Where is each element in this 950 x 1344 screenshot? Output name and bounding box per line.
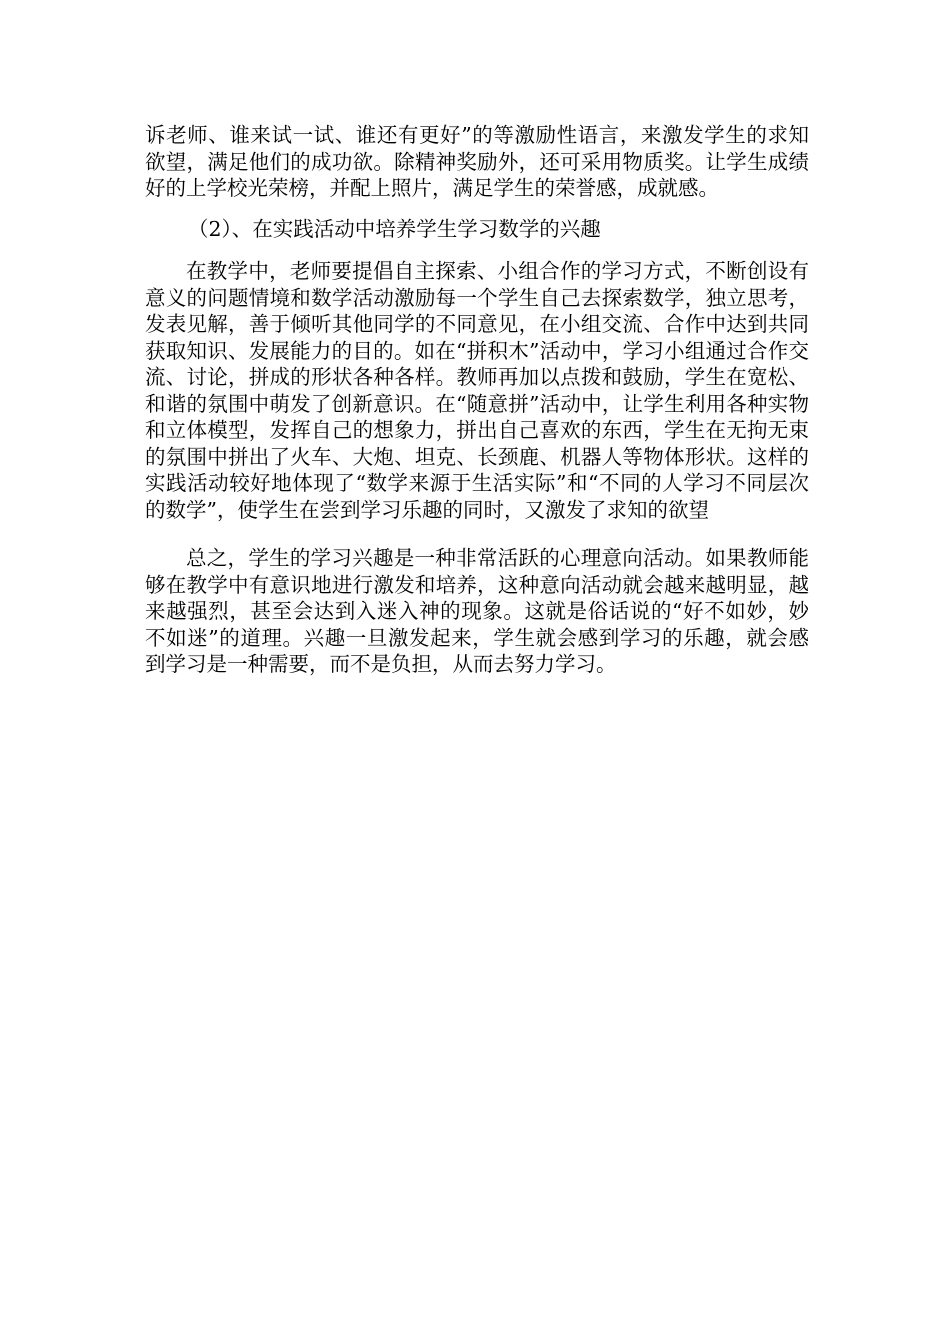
- document-body: [145, 122, 809, 678]
- section-heading: （2）、在实践活动中培养学生学习数学的兴趣: [188, 216, 601, 241]
- paragraph-conclusion: 总之，学生的学习兴趣是一种非常活跃的心理意向活动。如果教师能够在教学中有意识地进行激发和培养，这种意向活动就会越来越明显，越来越强烈，甚至会达到入迷入神的现象。这就是俗话说的“好不如妙，妙不如迷”的道理。兴趣一旦激发起来，学生就会感到学习的乐趣，就会感到学习是一种需要，而不是负担，从而去努力学习。: [145, 546, 809, 676]
- paragraph-continued: 诉老师、谁来试一试、谁还有更好”的等激励性语言，来激发学生的求知欲望，满足他们的成功欲。除精神奖励外，还可采用物质奖。让学生成绩好的上学校光荣榜，并配上照片，满足学生的荣誉感，成就感。: [145, 123, 809, 200]
- paragraph-practice-activities: 在教学中，老师要提倡自主探索、小组合作的学习方式，不断创设有意义的问题情境和数学活动激励每一个学生自己去探索数学，独立思考，发表见解，善于倾听其他同学的不同意见，在小组交流、合作中达到共同获取知识、发展能力的目的。如在“拼积木”活动中，学习小组通过合作交流、讨论，拼成的形状各种各样。教师再加以点拨和鼓励，学生在宽松、和谐的氛围中萌发了创新意识。在“随意拼”活动中，让学生利用各种实物和立体模型，发挥自己的想象力，拼出自己喜欢的东西，学生在无拘无束的氛围中拼出了火车、大炮、坦克、长颈鹿、机器人等物体形状。这样的实践活动较好地体现了“数学来源于生活实际”和“不同的人学习不同层次的数学”，使学生在尝到学习乐趣的同时，又激发了求知的欲望: [145, 259, 809, 522]
